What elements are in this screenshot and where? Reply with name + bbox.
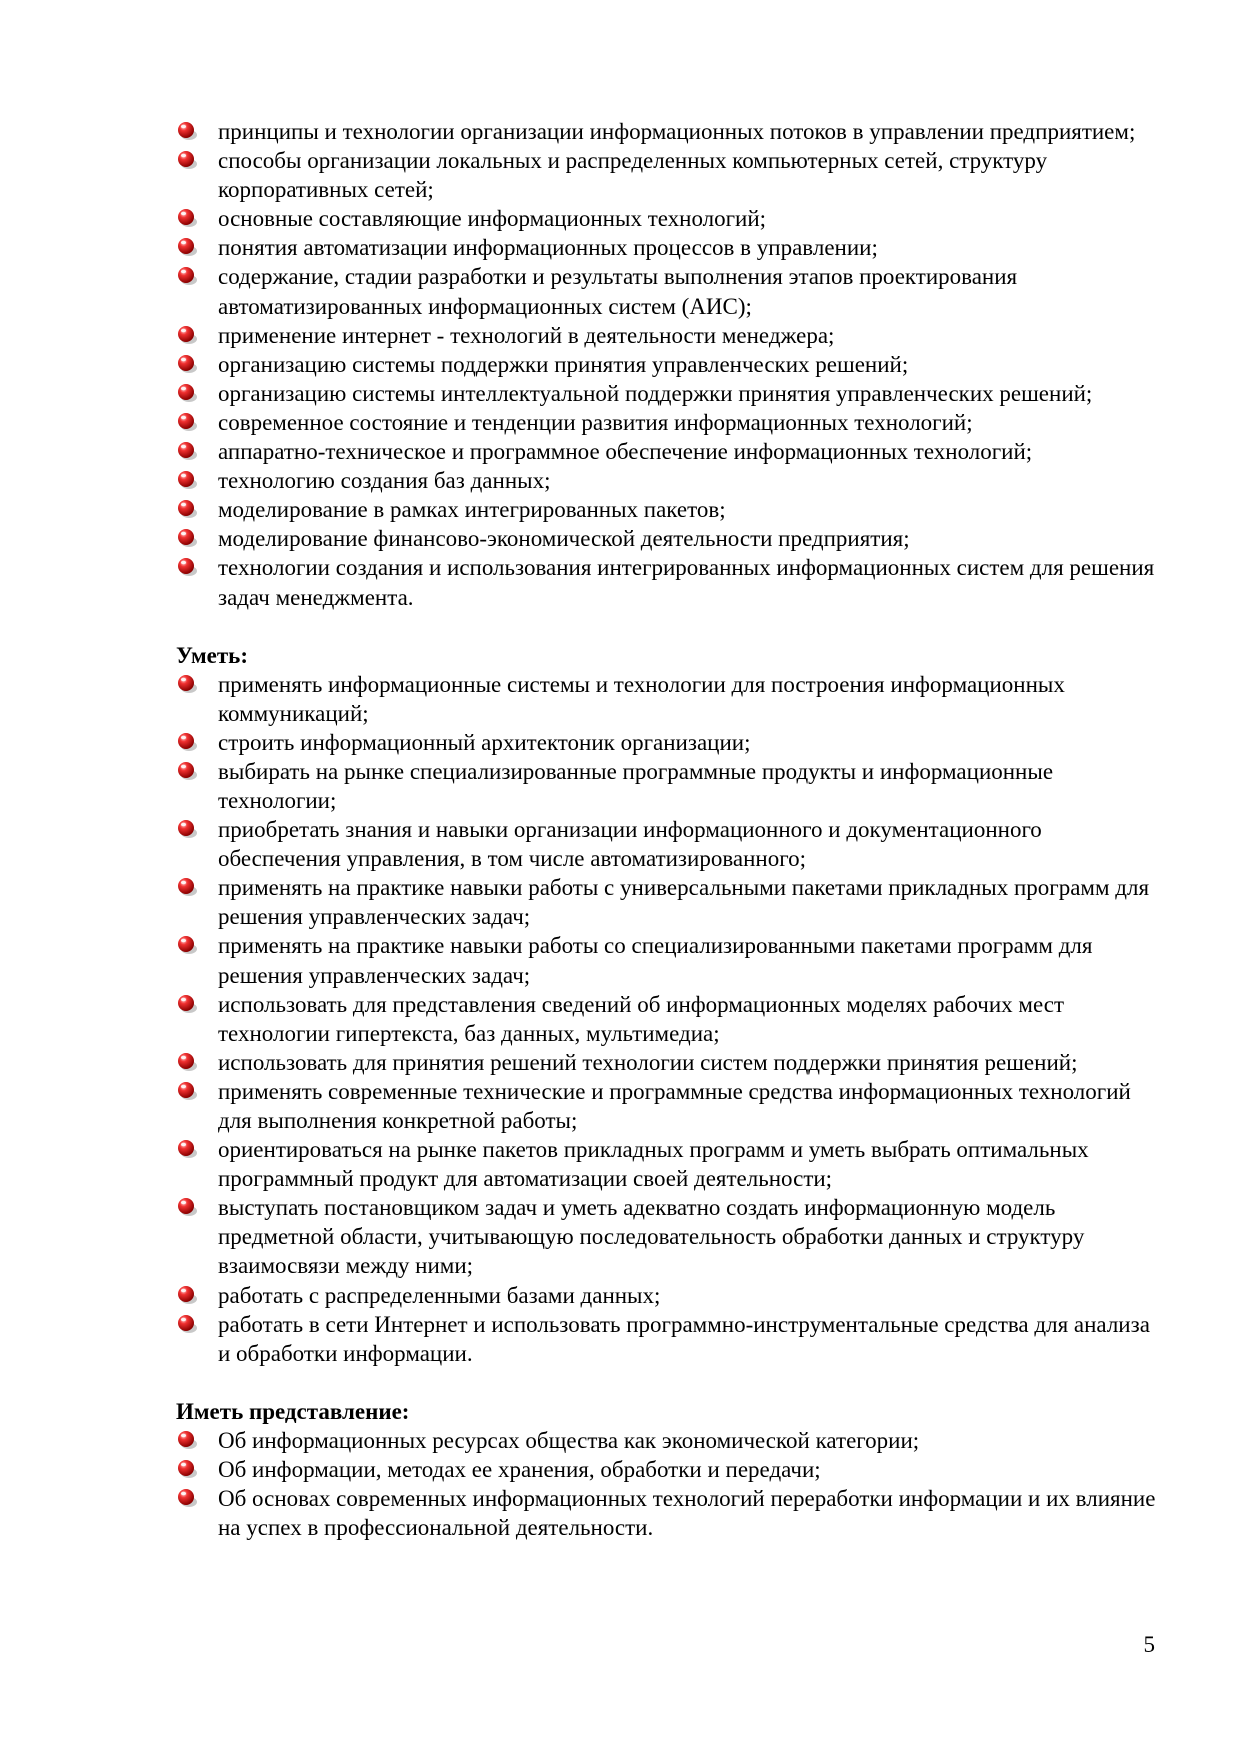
list-item-text: содержание, стадии разработки и результаты выполнения этапов проектирования автоматизированных информационных систем (АИС); (218, 264, 1018, 319)
list-item (176, 1077, 1156, 1135)
list-item (176, 117, 1156, 146)
list-item (176, 204, 1156, 233)
red-sphere-icon (176, 236, 198, 258)
list-item (176, 1455, 1156, 1484)
list-item (176, 495, 1156, 524)
list-item (176, 1135, 1156, 1193)
list-item-text: принципы и технологии организации информационных потоков в управлении предприятием; (218, 119, 1136, 144)
red-sphere-icon (176, 411, 198, 433)
section-heading-awareness: Иметь представление: (176, 1398, 410, 1424)
list-item (176, 553, 1156, 611)
list-item-text: Об основах современных информационных технологий переработки информации и их влияние на успех в профессиональной деятельности. (218, 1486, 1156, 1541)
list-item (176, 1281, 1156, 1310)
list-item (176, 670, 1156, 728)
red-sphere-icon (176, 1429, 198, 1451)
list-item (176, 728, 1156, 757)
red-sphere-icon (176, 1138, 198, 1160)
red-sphere-icon (176, 1313, 198, 1335)
list-item-text: Об информации, методах ее хранения, обработки и передачи; (218, 1456, 821, 1482)
red-sphere-icon (176, 1051, 198, 1073)
red-sphere-icon (176, 1458, 198, 1480)
section-spacer (176, 1368, 1156, 1397)
list-item (176, 408, 1156, 437)
page-number: 5 (1143, 1632, 1155, 1657)
list-item (176, 262, 1156, 320)
red-sphere-icon (176, 353, 198, 375)
list-item (176, 233, 1156, 262)
red-sphere-icon (176, 934, 198, 956)
red-sphere-icon (176, 760, 198, 782)
list-item (176, 1484, 1156, 1542)
list-item-text: применять современные технические и программные средства информационных технологий для выполнения конкретной работы; (218, 1078, 1131, 1133)
awareness-list (176, 1426, 1156, 1542)
red-sphere-icon (176, 382, 198, 404)
red-sphere-icon (176, 818, 198, 840)
list-item-text: применять информационные системы и технологии для построения информационных коммуникаций; (218, 671, 1065, 726)
list-item (176, 466, 1156, 495)
red-sphere-icon (176, 1487, 198, 1509)
red-sphere-icon (176, 673, 198, 695)
list-item (176, 437, 1156, 466)
list-item (176, 757, 1156, 815)
red-sphere-icon (176, 876, 198, 898)
red-sphere-icon (176, 1284, 198, 1306)
list-item-text: применять на практике навыки работы с универсальными пакетами прикладных программ для решения управленческих задач; (218, 875, 1150, 930)
red-sphere-icon (176, 1080, 198, 1102)
section-spacer (176, 612, 1156, 641)
list-item-text: использовать для представления сведений об информационных моделях рабочих мест технологии гипертекста, баз данных, мультимедиа; (218, 991, 1065, 1046)
section-heading-skills: Уметь: (176, 642, 248, 668)
list-item (176, 990, 1156, 1048)
list-item-text: моделирование в рамках интегрированных пакетов; (218, 497, 726, 523)
list-item (176, 321, 1156, 350)
list-item (176, 146, 1156, 204)
list-item-text: выбирать на рынке специализированные программные продукты и информационные технологии; (218, 758, 1054, 813)
list-item-text: аппаратно-техническое и программное обеспечение информационных технологий; (218, 439, 1033, 465)
list-item-text: работать в сети Интернет и использовать программно-инструментальные средства для анализа и обработки информации. (218, 1311, 1150, 1366)
list-item-text: моделирование финансово-экономической деятельности предприятия; (218, 526, 910, 552)
red-sphere-icon (176, 469, 198, 491)
list-item (176, 1426, 1156, 1455)
list-item-text: организацию системы поддержки принятия управленческих решений; (218, 351, 909, 377)
red-sphere-icon (176, 527, 198, 549)
list-item (176, 873, 1156, 931)
list-item-text: Об информационных ресурсах общества как экономической категории; (218, 1427, 920, 1453)
list-item-text: приобретать знания и навыки организации информационного и документационного обеспечения управления, в том числе автоматизированного; (218, 817, 1042, 872)
red-sphere-icon (176, 207, 198, 229)
list-item-text: применение интернет - технологий в деятельности менеджера; (218, 322, 835, 348)
list-item (176, 379, 1156, 408)
list-item-text: применять на практике навыки работы со специализированными пакетами программ для решения управленческих задач; (218, 933, 1093, 988)
red-sphere-icon (176, 265, 198, 287)
red-sphere-icon (176, 149, 198, 171)
list-item (176, 524, 1156, 553)
list-item-text: выступать постановщиком задач и уметь адекватно создать информационную модель предметной области, учитывающую последовательность обработки данных и структуру взаимосвязи между ними; (218, 1195, 1085, 1279)
list-item-text: использовать для принятия решений технологии систем поддержки принятия решений; (218, 1049, 1078, 1075)
list-item-text: способы организации локальных и распределенных компьютерных сетей, структуру корпоративных сетей; (218, 148, 1048, 203)
list-item-text: современное состояние и тенденции развития информационных технологий; (218, 409, 973, 435)
list-item (176, 1310, 1156, 1368)
list-item-text: строить информационный архитектоник организации; (218, 729, 751, 755)
list-item (176, 815, 1156, 873)
red-sphere-icon (176, 993, 198, 1015)
skills-list (176, 670, 1156, 1368)
red-sphere-icon (176, 1196, 198, 1218)
red-sphere-icon (176, 324, 198, 346)
red-sphere-icon (176, 556, 198, 578)
list-item-text: ориентироваться на рынке пакетов прикладных программ и уметь выбрать оптимальных программный продукт для автоматизации своей деятельности; (218, 1137, 1089, 1192)
list-item-text: основные составляющие информационных технологий; (218, 206, 767, 232)
list-item-text: работать с распределенными базами данных; (218, 1282, 661, 1308)
list-item (176, 1048, 1156, 1077)
list-item (176, 1193, 1156, 1280)
red-sphere-icon (176, 498, 198, 520)
red-sphere-icon (176, 120, 198, 142)
list-item-text: технологию создания баз данных; (218, 468, 551, 494)
list-item (176, 931, 1156, 989)
list-item (176, 350, 1156, 379)
document-body (176, 117, 1156, 1542)
knowledge-list (176, 117, 1156, 612)
list-item-text: организацию системы интеллектуальной поддержки принятия управленческих решений; (218, 380, 1093, 406)
list-item-text: понятия автоматизации информационных процессов в управлении; (218, 235, 878, 261)
red-sphere-icon (176, 440, 198, 462)
red-sphere-icon (176, 731, 198, 753)
list-item-text: технологии создания и использования интегрированных информационных систем для решения задач менеджмента. (218, 555, 1155, 610)
